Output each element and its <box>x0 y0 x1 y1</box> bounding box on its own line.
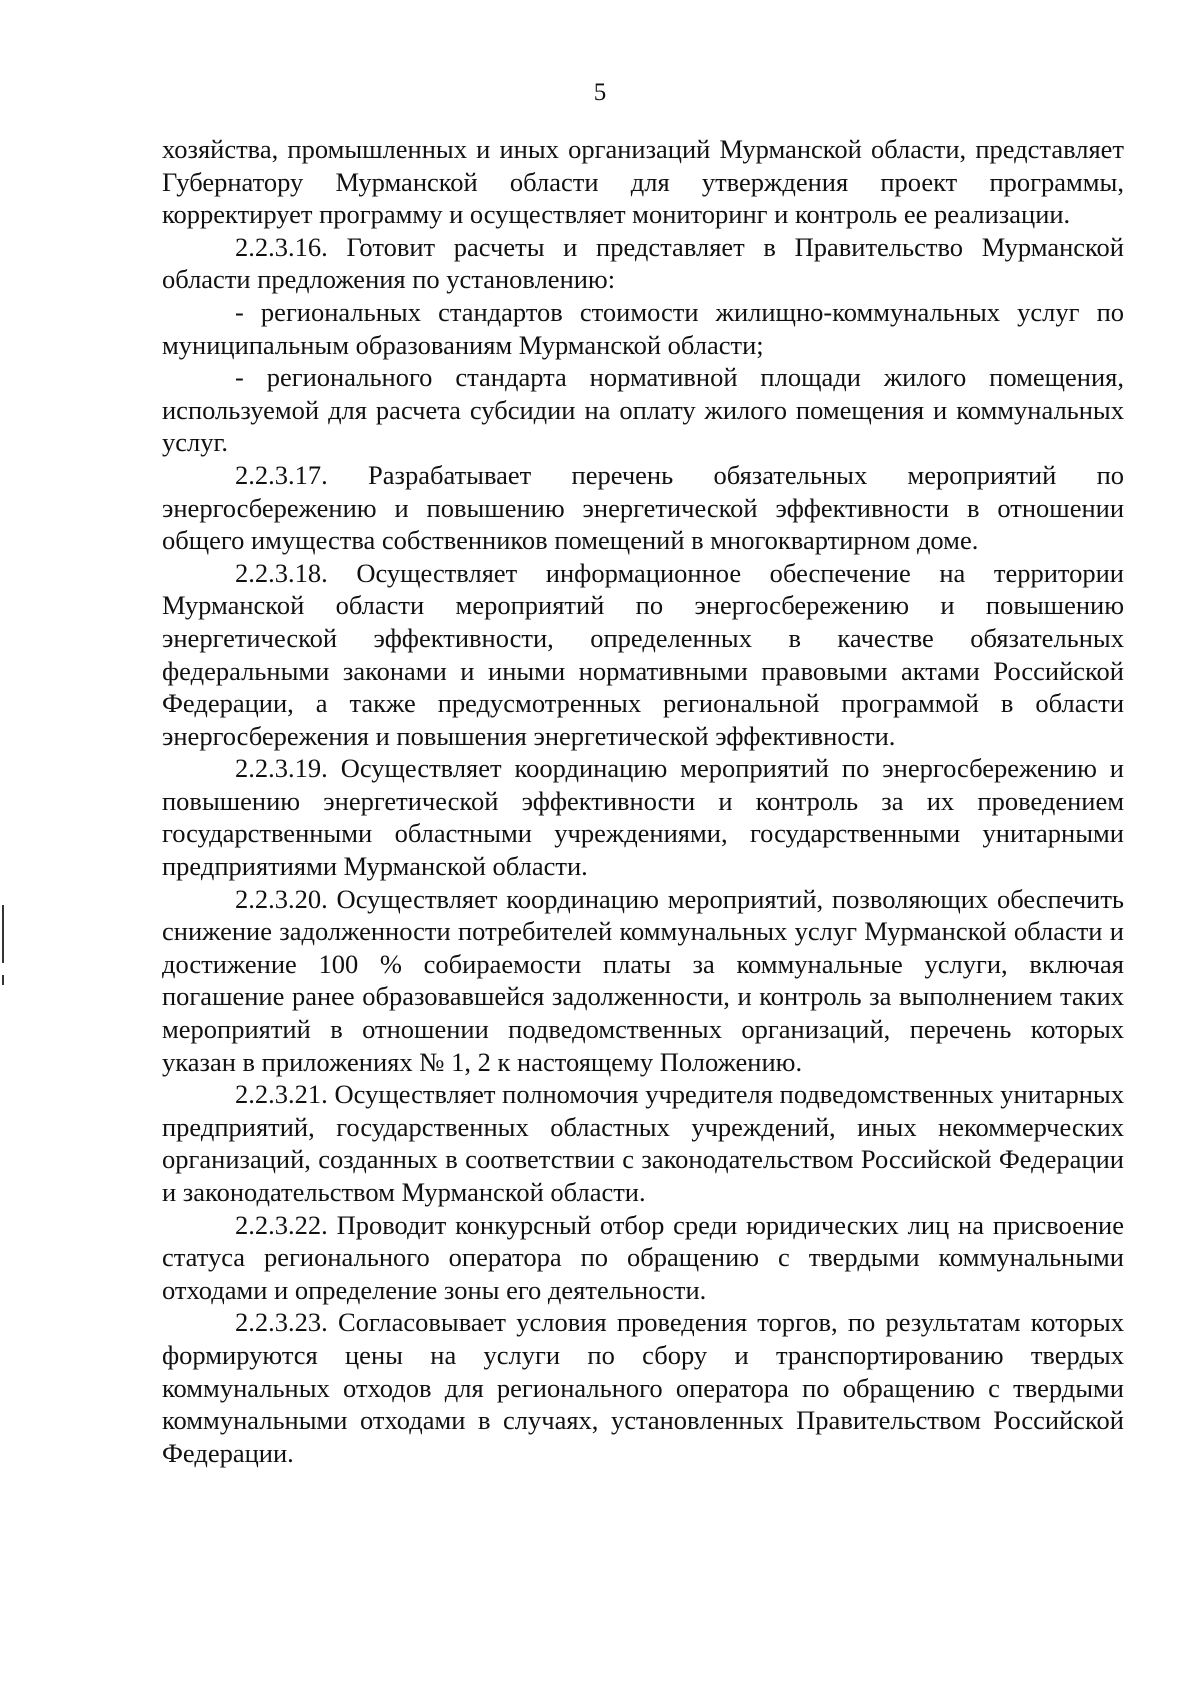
paragraph-2-2-3-23: 2.2.3.23. Согласовывает условия проведения торгов, по результатам которых формируются цены на услуги по сбору и транспортированию твердых коммунальных отходов для регионального оператора по обращению с твердыми коммунальными отходами в случаях, установленных Правительством Российской Федерации. <box>162 1307 1124 1468</box>
list-item-regional-standards: - региональных стандартов стоимости жилищно-коммунальных услуг по муниципальным образованиям Мурманской области; <box>162 296 1124 360</box>
scan-edge-mark <box>2 975 4 985</box>
paragraph-2-2-3-19: 2.2.3.19. Осуществляет координацию мероприятий по энергосбережению и повышению энергетической эффективности и контроль за их проведением государственными областными учреждениями, государственными унитарными предприятиями Мурманской области. <box>162 753 1124 882</box>
paragraph-2-2-3-16: 2.2.3.16. Готовит расчеты и представляет в Правительство Мурманской области предложения по установлению: <box>162 231 1124 295</box>
paragraph-continuation: хозяйства, промышленных и иных организаций Мурманской области, представляет Губернатору Мурманской области для утверждения проект программы, корректирует программу и осуществляет мониторинг и контроль ее реализации. <box>162 134 1124 230</box>
paragraph-2-2-3-17: 2.2.3.17. Разрабатывает перечень обязательных мероприятий по энергосбережению и повышению энергетической эффективности в отношении общего имущества собственников помещений в многоквартирном доме. <box>162 459 1124 556</box>
paragraph-2-2-3-18: 2.2.3.18. Осуществляет информационное обеспечение на территории Мурманской области мероприятий по энергосбережению и повышению энергетической эффективности, определенных в качестве обязательных федеральными законами и иными нормативными правовыми актами Российской Федерации, а также предусмотренных региональной программой в области энергосбережения и повышения энергетической эффективности. <box>162 557 1124 751</box>
list-item-housing-area-standard: - регионального стандарта нормативной площади жилого помещения, используемой для расчета субсидии на оплату жилого помещения и коммунальных услуг. <box>162 362 1124 458</box>
paragraph-2-2-3-20: 2.2.3.20. Осуществляет координацию мероприятий, позволяющих обеспечить снижение задолженности потребителей коммунальных услуг Мурманской области и достижение 100 % собираемости платы за коммунальные услуги, включая погашение ранее образовавшейся задолженности, и контроль за выполнением таких мероприятий в отношении подведомственных организаций, перечень которых указан в приложениях № 1, 2 к настоящему Положению. <box>162 883 1124 1077</box>
scan-edge-mark <box>2 905 4 963</box>
paragraph-2-2-3-21: 2.2.3.21. Осуществляет полномочия учредителя подведомственных унитарных предприятий, государственных областных учреждений, иных некоммерческих организаций, созданных в соответствии с законодательством Российской Федерации и законодательством Мурманской области. <box>162 1079 1124 1207</box>
document-body <box>162 133 1124 1469</box>
paragraph-2-2-3-22: 2.2.3.22. Проводит конкурсный отбор среди юридических лиц на присвоение статуса регионального оператора по обращению с твердыми коммунальными отходами и определение зоны его деятельности. <box>162 1209 1124 1305</box>
page-number: 5 <box>593 79 607 106</box>
